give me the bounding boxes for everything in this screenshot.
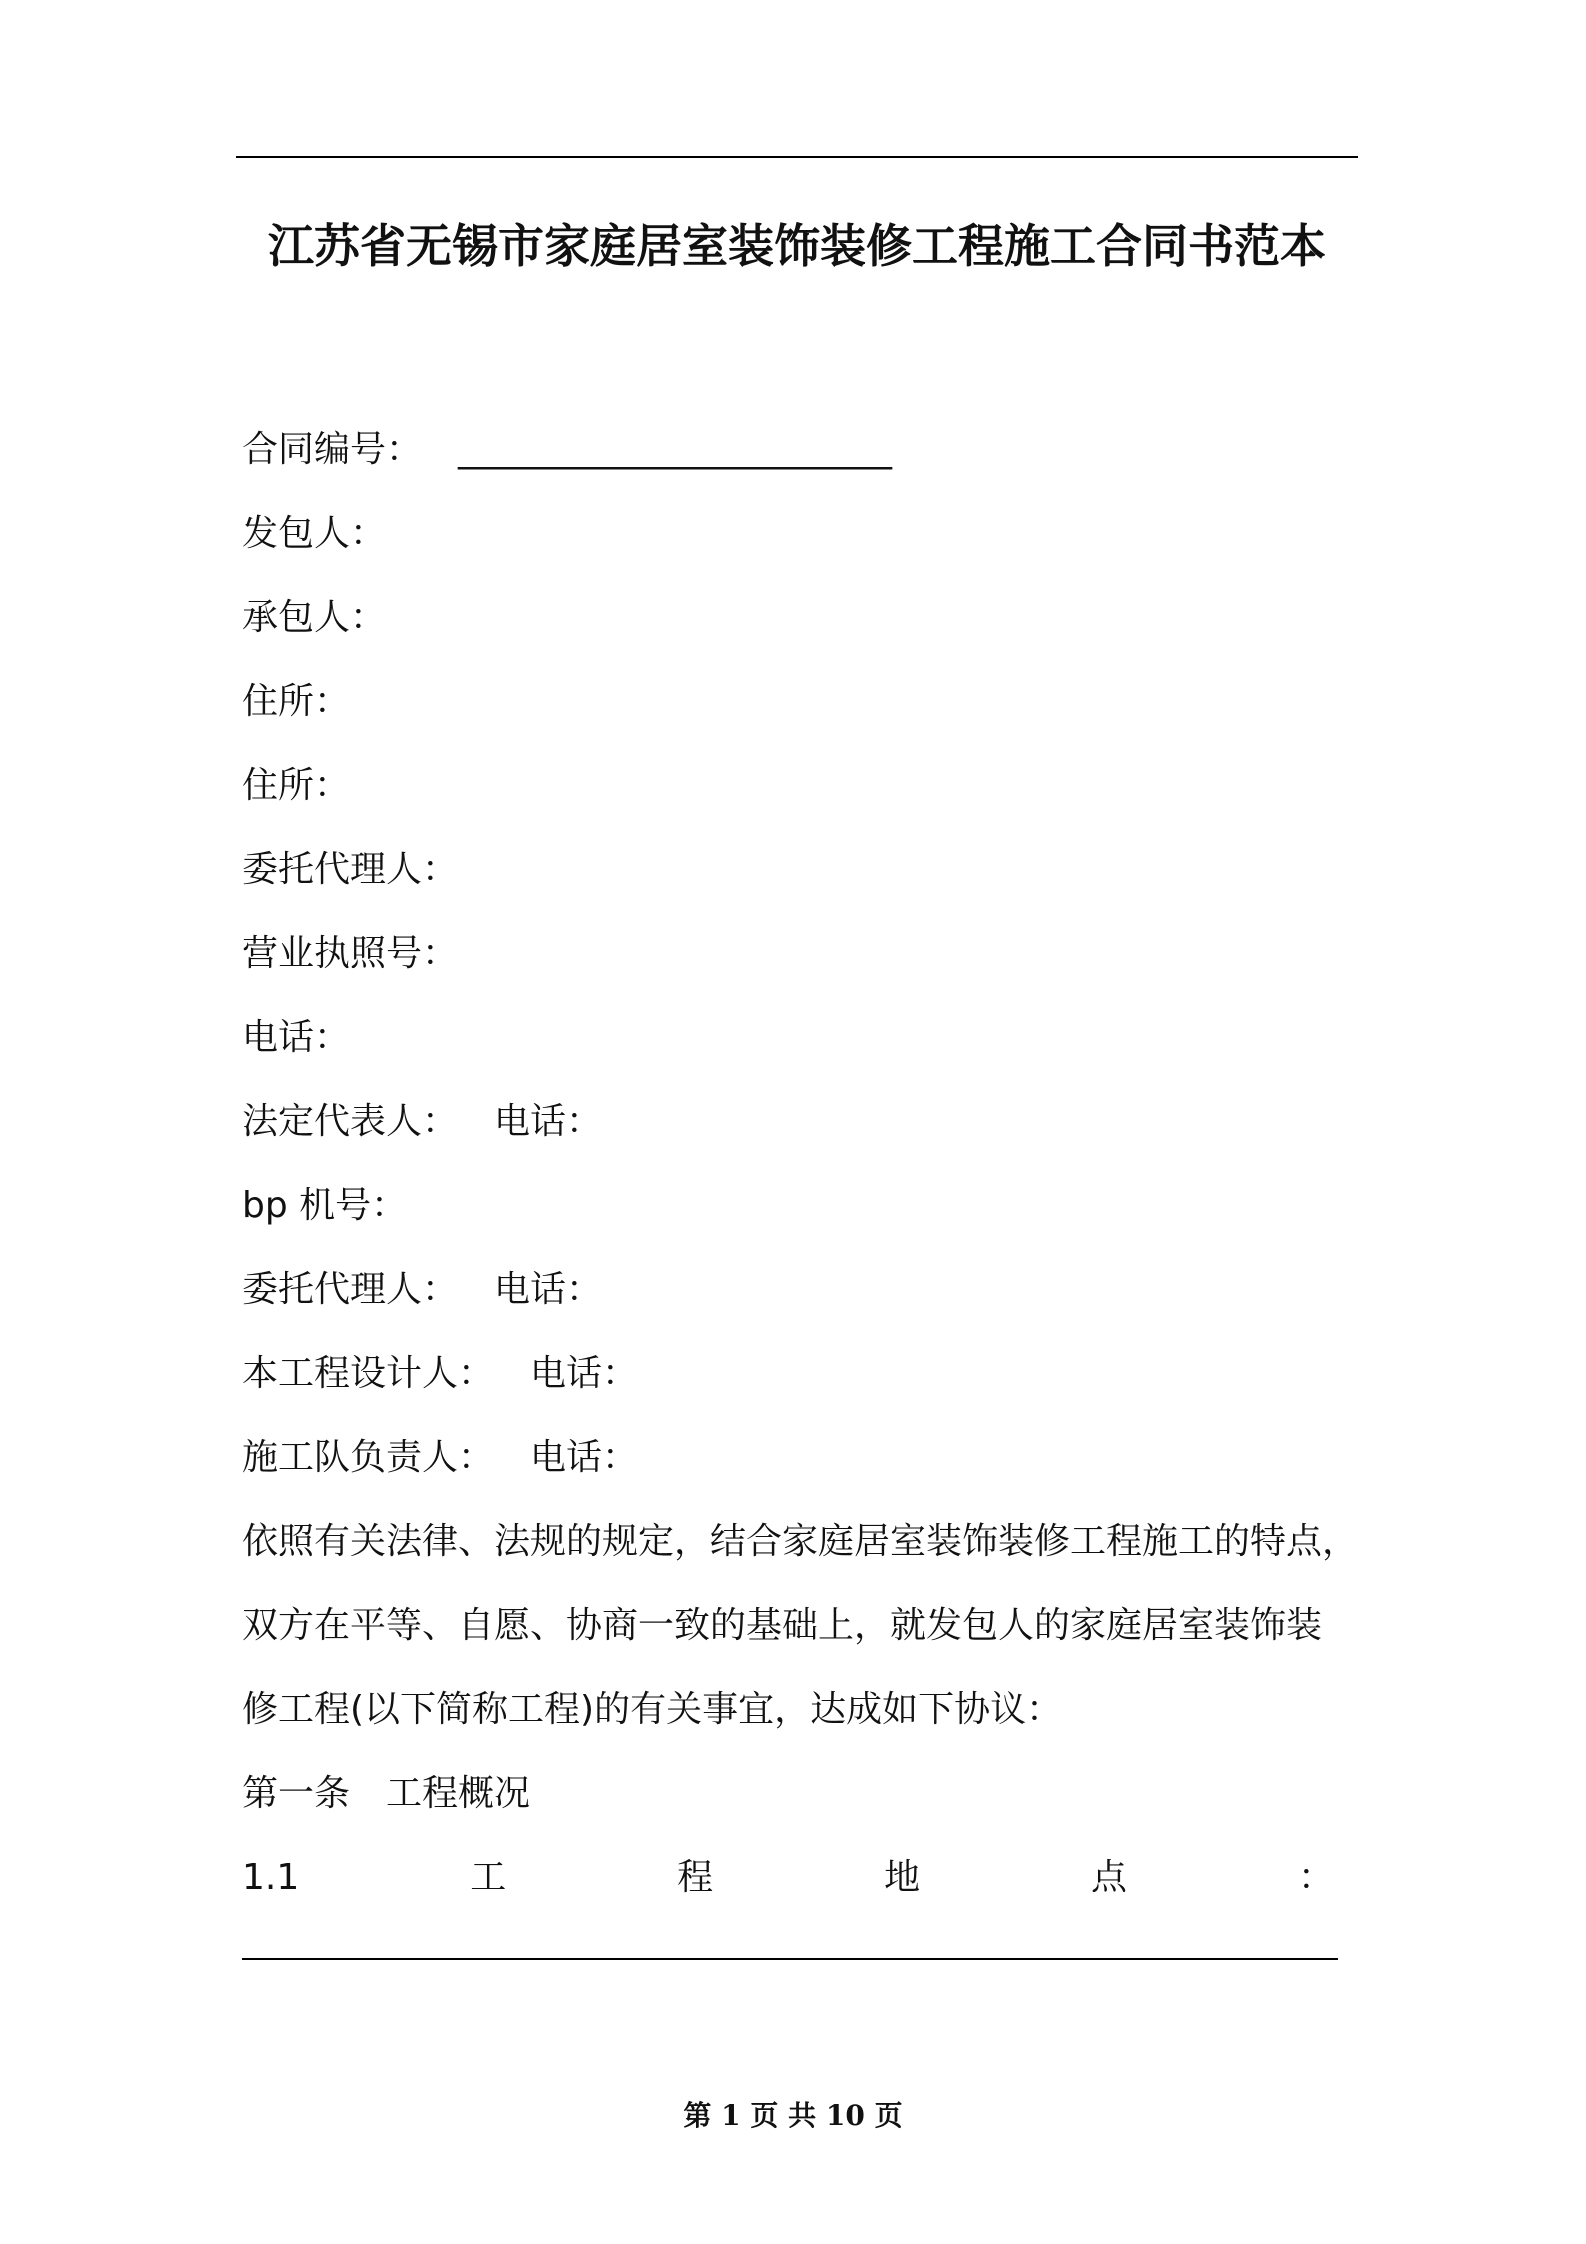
team-leader-label: 施工队负责人：: [242, 1437, 495, 1478]
designer-label: 本工程设计人：: [242, 1353, 495, 1394]
address-line-1: 住所：: [242, 681, 351, 722]
designer-line: [242, 1332, 1358, 1416]
agent-2-label: 委托代理人：: [242, 1269, 459, 1310]
designer-phone-label: 电话：: [530, 1353, 639, 1394]
bp-number-line: bp 机号：: [242, 1185, 408, 1226]
team-leader-line: [242, 1416, 1358, 1500]
legal-representative-label: 法定代表人：: [242, 1101, 459, 1142]
team-leader-phone-label: 电话：: [530, 1437, 639, 1478]
item-1-1-number: 1.1: [242, 1857, 300, 1898]
article-1-heading: [242, 1752, 1358, 1836]
article-1-number: 第一条: [242, 1773, 351, 1814]
legal-representative-line: [242, 1080, 1358, 1164]
intro-line-1: 依照有关法律、法规的规定，结合家庭居室装饰装修工程施工的特点，: [242, 1521, 1359, 1562]
employer-line: 发包人：: [242, 513, 387, 554]
agent-line-2: [242, 1248, 1358, 1332]
document-title: 江苏省无锡市家庭居室装饰装修工程施工合同书范本: [268, 219, 1326, 273]
contract-number-label: 合同编号：: [242, 429, 423, 470]
item-1-1-char: 工: [470, 1857, 507, 1898]
project-location-blank: [242, 1958, 1338, 1960]
agent-line-1: 委托代理人：: [242, 849, 459, 890]
address-line-2: 住所：: [242, 765, 351, 806]
intro-line-2: 双方在平等、自愿、协商一致的基础上，就发包人的家庭居室装饰装: [242, 1605, 1323, 1646]
item-1-1-char: ：: [1297, 1857, 1334, 1898]
item-1-1-line: [242, 1836, 1334, 1920]
license-number-line: 营业执照号：: [242, 933, 459, 974]
article-1-title: 工程概况: [386, 1773, 531, 1814]
item-1-1-char: 点: [1091, 1857, 1128, 1898]
item-1-1-char: 程: [677, 1857, 714, 1898]
intro-line-3: 修工程(以下简称工程)的有关事宜，达成如下协议：: [242, 1689, 1063, 1730]
contractor-line: 承包人：: [242, 597, 387, 638]
phone-line: 电话：: [242, 1017, 351, 1058]
item-1-1-char: 地: [884, 1857, 921, 1898]
page-footer: 第 1 页 共 10 页: [683, 2099, 903, 2132]
contract-number-line: [242, 408, 1358, 492]
contract-number-blank: ___________________________: [458, 429, 891, 470]
agent-2-phone-label: 电话：: [494, 1269, 603, 1310]
legal-representative-phone-label: 电话：: [494, 1101, 603, 1142]
document-body: [242, 408, 1358, 1920]
header-rule: [236, 156, 1358, 158]
